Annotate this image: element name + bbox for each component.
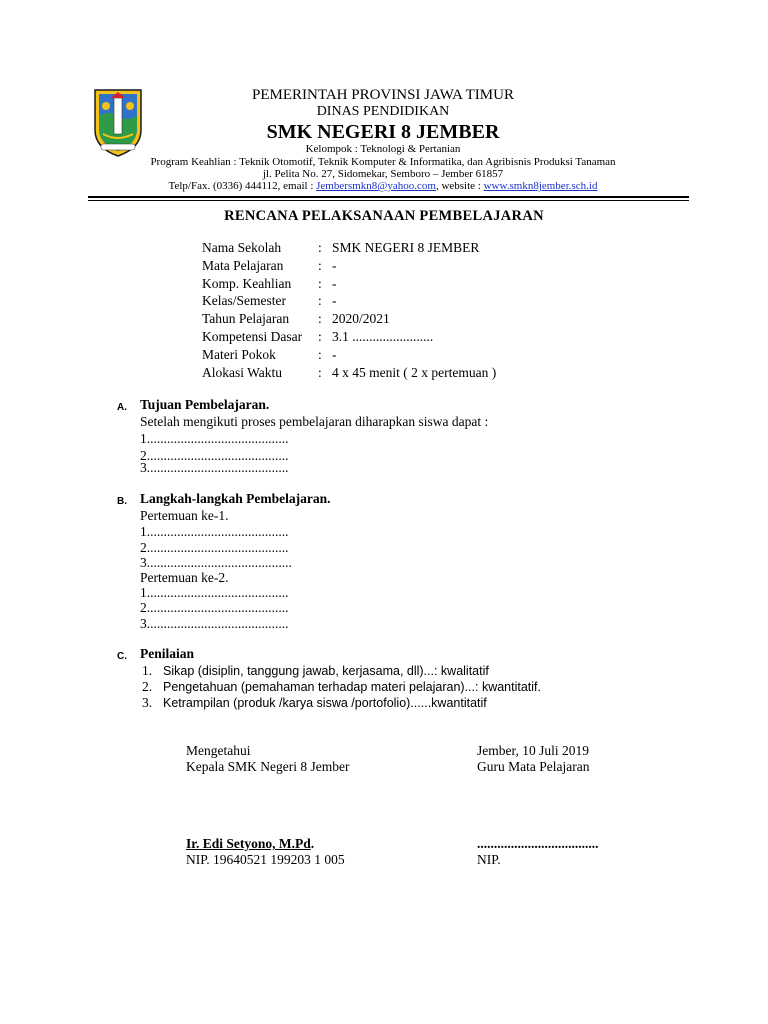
info-value: - <box>332 257 337 273</box>
section-b-letter: B. <box>117 496 127 507</box>
info-colon: : <box>318 328 322 344</box>
info-label: Tahun Pelajaran <box>202 311 290 327</box>
east-java-emblem-icon <box>91 86 145 158</box>
sign-left-position: Kepala SMK Negeri 8 Jember <box>186 759 350 774</box>
document-title: RENCANA PELAKSANAAN PEMBELAJARAN <box>224 208 544 224</box>
meeting-2-item: 3.......................................... <box>140 616 289 631</box>
section-c-letter: C. <box>117 651 127 662</box>
info-value: - <box>332 346 337 362</box>
section-a-title: Tujuan Pembelajaran. <box>140 397 270 412</box>
info-value: - <box>332 293 337 309</box>
assessment-num: 1. <box>142 663 153 678</box>
info-label: Alokasi Waktu <box>202 364 283 380</box>
info-value: 2020/2021 <box>332 311 390 327</box>
info-colon: : <box>318 275 322 291</box>
info-colon: : <box>318 293 322 309</box>
section-a-item: 1.......................................... <box>140 431 289 446</box>
sign-right-date: Jember, 10 Juli 2019 <box>477 743 589 758</box>
header-contact <box>140 180 626 193</box>
header-department: DINAS PENDIDIKAN <box>316 104 450 119</box>
sign-left-nip: NIP. 19640521 199203 1 005 <box>186 852 345 867</box>
meeting-1-item: 1.......................................... <box>140 524 289 539</box>
info-colon: : <box>318 346 322 362</box>
meeting-1-item: 2.......................................... <box>140 540 289 555</box>
meeting-2-label: Pertemuan ke-2. <box>140 570 229 585</box>
header-rule-thick <box>88 196 689 198</box>
section-c-title: Penilaian <box>140 646 195 661</box>
contact-phone: Telp/Fax. (0336) 444112, email : <box>168 180 317 192</box>
info-value: SMK NEGERI 8 JEMBER <box>332 240 480 255</box>
info-colon: : <box>318 240 322 255</box>
school-logo <box>91 86 145 158</box>
info-label: Materi Pokok <box>202 346 276 362</box>
website-link[interactable]: www.smkn8jember.sch.id <box>483 180 598 192</box>
assessment-item: Sikap (disiplin, tanggung jawab, kerjasama, dll)...: kwalitatif <box>163 664 489 678</box>
info-colon: : <box>318 257 322 273</box>
website-prefix: , website : <box>435 180 484 192</box>
sign-left-name <box>186 836 314 852</box>
info-value: - <box>332 275 337 291</box>
assessment-num: 2. <box>142 679 153 694</box>
header-government: PEMERINTAH PROVINSI JAWA TIMUR <box>252 87 514 103</box>
assessment-item: Ketrampilan (produk /karya siswa /portofolio)......kwantitatif <box>163 696 487 710</box>
info-colon: : <box>318 311 322 327</box>
info-label: Komp. Keahlian <box>202 275 292 291</box>
section-a-intro: Setelah mengikuti proses pembelajaran diharapkan siswa dapat : <box>140 414 489 429</box>
meeting-2-item: 1.......................................... <box>140 585 289 600</box>
section-a-item: 3.......................................... <box>140 460 289 475</box>
info-label: Kompetensi Dasar <box>202 328 303 344</box>
info-value: 3.1 ........................ <box>332 328 434 344</box>
assessment-item: Pengetahuan (pemahaman terhadap materi pelajaran)...: kwantitatif. <box>163 680 542 694</box>
header-school-name: SMK NEGERI 8 JEMBER <box>266 121 500 143</box>
info-label: Nama Sekolah <box>202 240 282 255</box>
section-b-title: Langkah-langkah Pembelajaran. <box>140 491 331 506</box>
headmaster-name-period: . <box>310 836 315 851</box>
header-rule-thin <box>88 200 689 201</box>
header-address: jl. Pelita No. 27, Sidomekar, Semboro – Jember 61857 <box>262 168 504 180</box>
assessment-num: 3. <box>142 695 153 710</box>
meeting-1-label: Pertemuan ke-1. <box>140 508 229 523</box>
info-label: Kelas/Semester <box>202 293 286 309</box>
header-programs: Program Keahlian : Teknik Otomotif, Teknik Komputer & Informatika, dan Agribisnis Produksi Tanaman <box>150 156 616 168</box>
sign-right-position: Guru Mata Pelajaran <box>477 759 590 774</box>
section-a-item: 2.......................................... <box>140 448 289 463</box>
email-link[interactable]: Jembersmkn8@yahoo.com <box>316 180 436 192</box>
info-label: Mata Pelajaran <box>202 257 284 273</box>
section-a-letter: A. <box>117 402 127 413</box>
sign-left-approval: Mengetahui <box>186 743 251 758</box>
info-value: 4 x 45 menit ( 2 x pertemuan ) <box>332 364 497 380</box>
headmaster-name: Ir. Edi Setyono, M.Pd <box>186 836 311 851</box>
header-group: Kelompok : Teknologi & Pertanian <box>305 143 461 155</box>
meeting-1-item: 3........................................... <box>140 555 292 570</box>
sign-right-nip: NIP. <box>477 852 501 867</box>
info-colon: : <box>318 364 322 380</box>
sign-right-name: .................................... <box>477 836 599 851</box>
meeting-2-item: 2.......................................... <box>140 600 289 615</box>
